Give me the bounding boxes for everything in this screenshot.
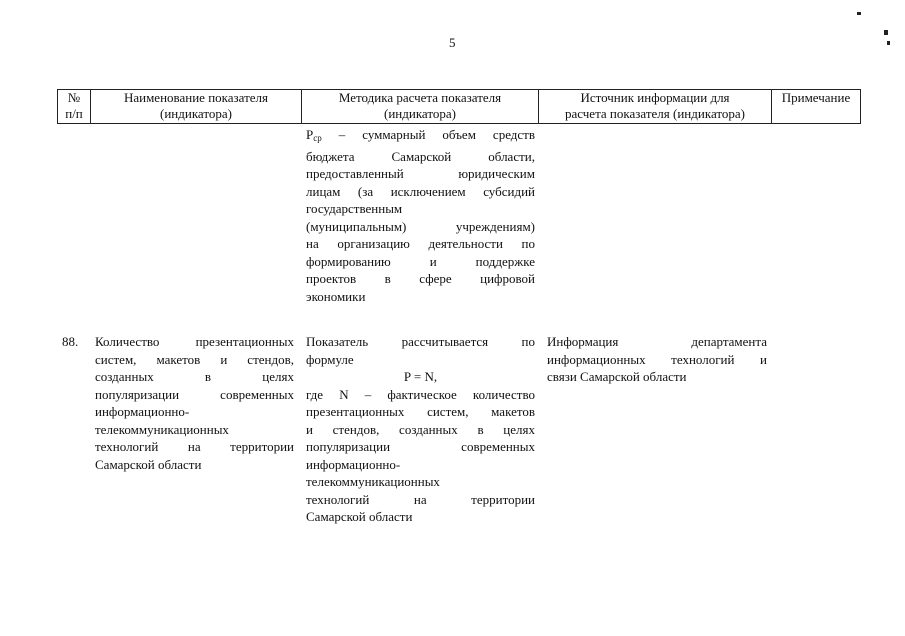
header-note: Примечание (772, 90, 861, 124)
row-number: 88. (62, 334, 79, 349)
symbol-subscript: ср (313, 133, 322, 143)
page-number: 5 (449, 35, 456, 50)
scan-mark (887, 41, 890, 45)
scan-mark (884, 30, 888, 35)
header-name: Наименование показателя (индикатора) (91, 90, 302, 124)
header-number: № п/п (58, 90, 91, 124)
indicator-name: Количество презентационных систем, макетов и стендов, созданных в целях популяризации современных информационно- телекоммуникационных технологий на территории Самарской области (95, 334, 294, 472)
header-source: Источник информации для расчета показателя (индикатора) (539, 90, 772, 124)
symbol-base: P (306, 127, 314, 142)
formula: P = N, (403, 369, 438, 384)
calculation-method: Показатель рассчитывается по формуле P = N, где N – фактическое количество презентационных систем, макетов и стендов, созданных в целях популяризации современных информационно- телекоммуникационных технологий на территории Самарской области (306, 334, 535, 524)
header-method: Методика расчета показателя (индикатора) (302, 90, 539, 124)
table-header (57, 89, 861, 124)
scan-mark (857, 12, 861, 15)
information-source: Информация департамента информационных технологий и связи Самарской области (547, 334, 767, 384)
continuation-method-text: $P_{ср}$ – суммарный объем средств бюджета Самарской области, предоставленный юридическим лицам (за исключением субсидий государственным (муниципальным) учреждениям) на организацию деятельности по формированию и поддержке проектов в сфере цифровой экономики (306, 127, 535, 304)
